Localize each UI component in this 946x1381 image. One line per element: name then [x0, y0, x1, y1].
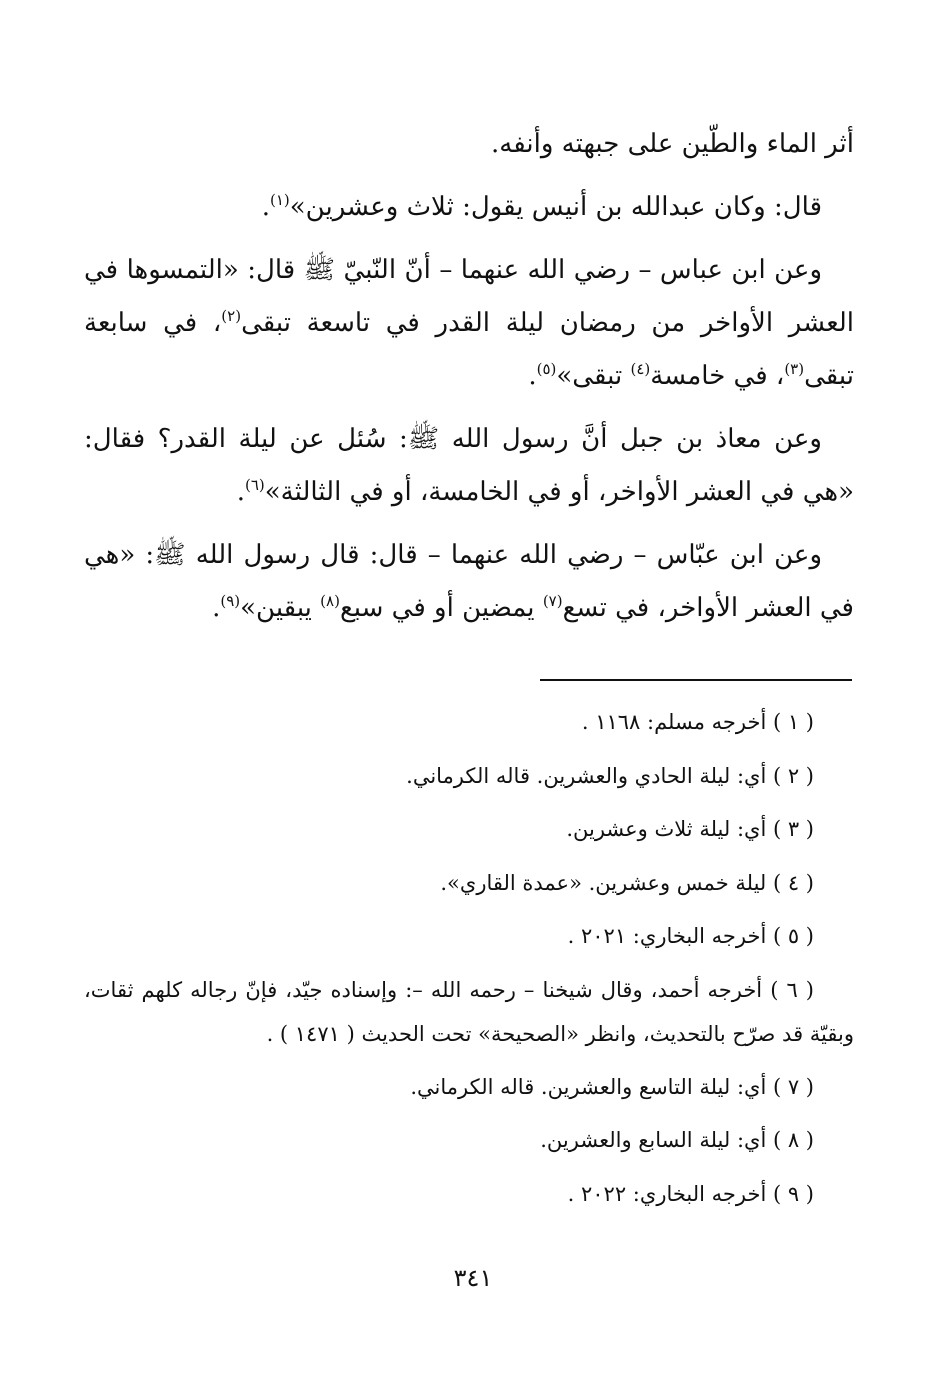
paragraph-4-end: . — [236, 477, 245, 507]
paragraph-2-end: . — [261, 192, 270, 222]
footnote-1: ( ١ ) أخرجه مسلم: ١١٦٨ . — [581, 710, 814, 734]
page-number: ٣٤١ — [453, 1264, 493, 1292]
footnote-ref-7[interactable]: (٧) — [542, 592, 563, 610]
footnotes — [84, 696, 854, 1221]
footnote-ref-5[interactable]: (٥) — [536, 360, 557, 378]
paragraph-2 — [84, 181, 854, 234]
footnote-ref-8[interactable]: (٨) — [320, 592, 340, 610]
footnote-ref-1[interactable]: (١) — [269, 191, 290, 209]
paragraph-4 — [84, 413, 854, 519]
footnote-ref-9[interactable]: (٩) — [220, 592, 241, 610]
paragraph-3-part2: ، في سابعة تبقى — [84, 308, 854, 391]
footnote-3: ( ٣ ) أي: ليلة ثلاث وعشرين. — [566, 817, 814, 841]
paragraph-3 — [84, 244, 854, 403]
paragraph-1 — [84, 118, 854, 171]
footnote-ref-6[interactable]: (٦) — [244, 476, 265, 494]
main-text — [84, 118, 854, 645]
footnote-2: ( ٢ ) أي: ليلة الحادي والعشرين. قاله الكرماني. — [406, 763, 814, 788]
footnote-9: ( ٩ ) أخرجه البخاري: ٢٠٢٢ . — [567, 1181, 814, 1206]
footnote-6: ( ٦ ) أخرجه أحمد، وقال شيخنا – رحمه الله –: وإسناده جيّد، فإنّ رجاله كلهم ثقات، وبقيّة قد صرّح بالتحديث، وانظر «الصحيحة» تحت الحديث ( ١٤٧١ ) . — [84, 977, 854, 1046]
paragraph-5-part3: يبقين» — [240, 593, 321, 623]
footnote-8: ( ٨ ) أي: ليلة السابع والعشرين. — [540, 1128, 814, 1152]
footnote-ref-2[interactable]: (٢) — [221, 307, 242, 325]
paragraph-3-part3: ، في خامسة — [650, 361, 785, 391]
paragraph-5-part1: وعن ابن عبّاس – رضي الله عنهما – قال: قال رسول الله ﷺ: «هي في العشر الأواخر، في تسع — [84, 540, 854, 623]
paragraph-1-text: أثر الماء والطّين على جبهته وأنفه. — [491, 129, 854, 159]
footnote-ref-3[interactable]: (٣) — [784, 360, 805, 378]
footnote-7: ( ٧ ) أي: ليلة التاسع والعشرين. قاله الكرماني. — [410, 1074, 814, 1099]
footnote-5: ( ٥ ) أخرجه البخاري: ٢٠٢١ . — [567, 924, 814, 948]
paragraph-3-part4: تبقى» — [556, 361, 631, 391]
footnote-separator — [540, 679, 852, 681]
paragraph-2-text: قال: وكان عبدالله بن أنيس يقول: ثلاث وعشرين» — [289, 192, 822, 222]
paragraph-3-part1: وعن ابن عباس – رضي الله عنهما – أنّ النّبيّ ﷺ قال: «التمسوها في العشر الأواخر من رمضان ليلة القدر في تاسعة تبقى — [84, 255, 854, 338]
footnote-4: ( ٤ ) ليلة خمس وعشرين. «عمدة القاري». — [440, 870, 814, 895]
paragraph-4-text: وعن معاذ بن جبل أنَّ رسول الله ﷺ: سُئل عن ليلة القدر؟ فقال: «هي في العشر الأواخر، أو في الخامسة، أو في الثالثة» — [84, 424, 854, 507]
paragraph-3-end: . — [528, 361, 537, 391]
paragraph-5-end: . — [212, 593, 221, 623]
paragraph-5-part2: يمضين أو في سبع — [339, 593, 543, 623]
paragraph-5 — [84, 529, 854, 635]
footnote-ref-4[interactable]: (٤) — [630, 360, 651, 378]
